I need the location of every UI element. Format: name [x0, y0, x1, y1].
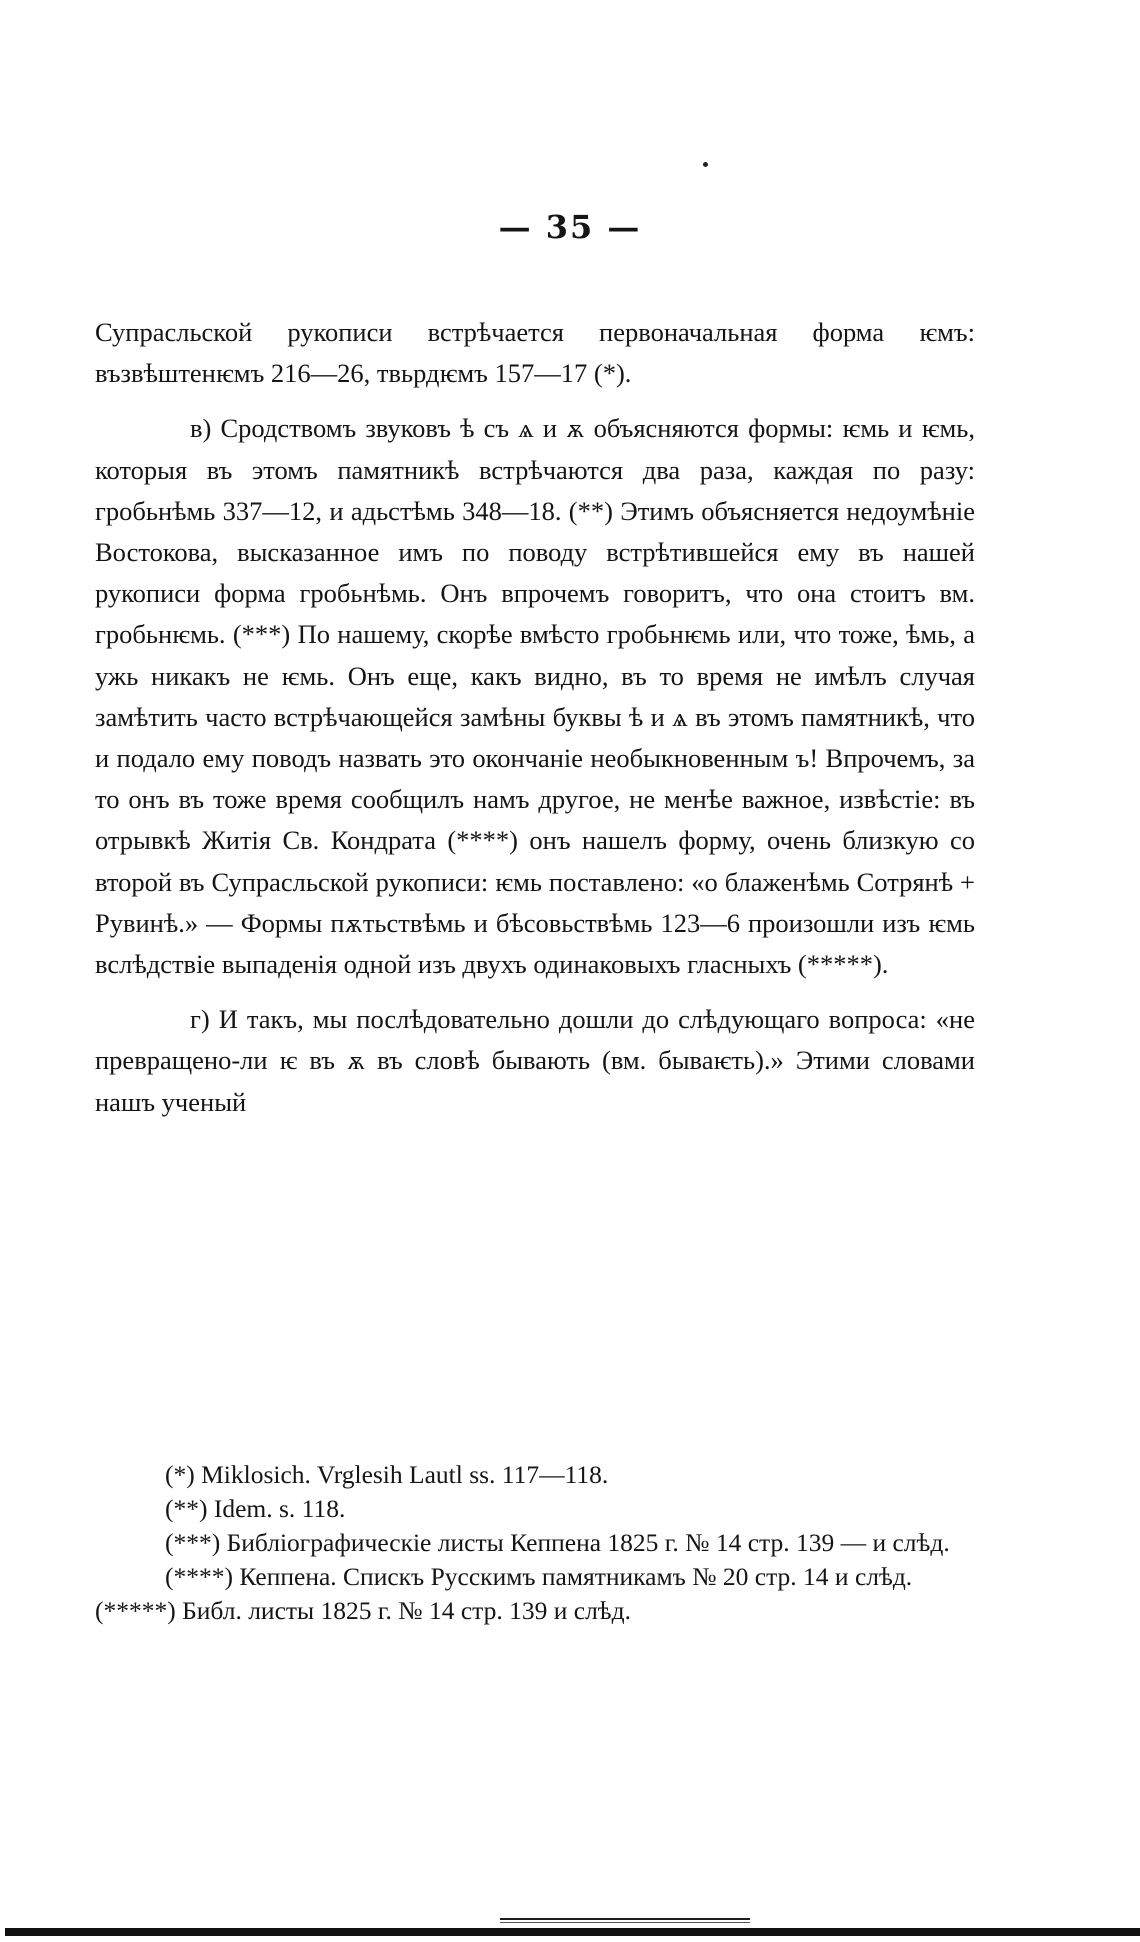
bottom-thin-rule — [500, 1918, 750, 1920]
paragraph-3: г) И такъ, мы послѣдовательно дошли до слѣдующаго вопроса: «не превращено-ли ѥ въ ѫ въ словѣ бывають (вм. бываѥть).» Этими словами нашъ ученый — [95, 1004, 975, 1117]
paragraph-2: в) Сродствомъ звуковъ ѣ съ ѧ и ѫ объясняются формы: ѥмь и ѥмь, которыя въ этомъ памятникѣ встрѣчаются два раза, каждая по разу: гробьнѣмь 337—12, и адьстѣмь 348—18. (**) Этимъ объясняется недоумѣніе Востокова, высказанное имъ по поводу встрѣтившейся ему въ нашей рукописи форма гробьнѣмь. Онъ впрочемъ говоритъ, что она стоитъ вм. гробьнѥмь. (***) По нашему, скорѣе вмѣсто гробьнѥмь или, что тоже, ѣмь, а ужь никакъ не ѥмь. Онъ еще, какъ видно, въ то время не имѣлъ случая замѣтить часто встрѣчающейся замѣны буквы ѣ и ѧ въ этомъ памятникѣ, что и подало ему поводъ назвать это окончаніе необыкновенным ъ! Впрочемъ, за то онъ въ тоже время сообщилъ намъ другое, не менѣе важное, извѣстіе: въ отрывкѣ Житія Св. Кондрата (****) онъ нашелъ форму, очень близкую со второй въ Супрасльской рукописи: ѥмь поставлено: «о блаженѣмь Сотрянѣ + Рувинѣ.» — Формы пѫтьствѣмь и бѣсовьствѣмь 123—6 произошли изъ ѥмь вслѣдствіе выпаденія одной изъ двухъ одинаковыхъ гласныхъ (*****). — [95, 413, 975, 980]
ink-speck — [703, 162, 708, 167]
footnote-4: (****) Кеппена. Спискъ Русскимъ памятникамъ № 20 стр. 14 и слѣд. — [165, 1562, 913, 1591]
footnote-3: (***) Библіографическіе листы Кеппена 1825 г. № 14 стр. 139 — и слѣд. — [165, 1528, 950, 1557]
paragraph-1: Супрасльской рукописи встрѣчается первоначальная форма ѥмъ: възвѣштенѥмъ 216—26, твьрдѥмъ 157—17 (*). — [95, 317, 975, 389]
footnote-5: (*****) Библ. листы 1825 г. № 14 стр. 139 и слѣд. — [95, 1596, 631, 1625]
footnote-1: (*) Miklosich. Vrglesih Lautl ss. 117—118. — [165, 1460, 609, 1489]
bottom-double-rule — [500, 1922, 750, 1923]
page-number: — 35 — — [498, 208, 642, 246]
bottom-thick-rule — [5, 1928, 1140, 1936]
footnote-2: (**) Idem. s. 118. — [165, 1494, 346, 1523]
footnotes — [95, 1458, 975, 1628]
body-text — [95, 312, 975, 1137]
